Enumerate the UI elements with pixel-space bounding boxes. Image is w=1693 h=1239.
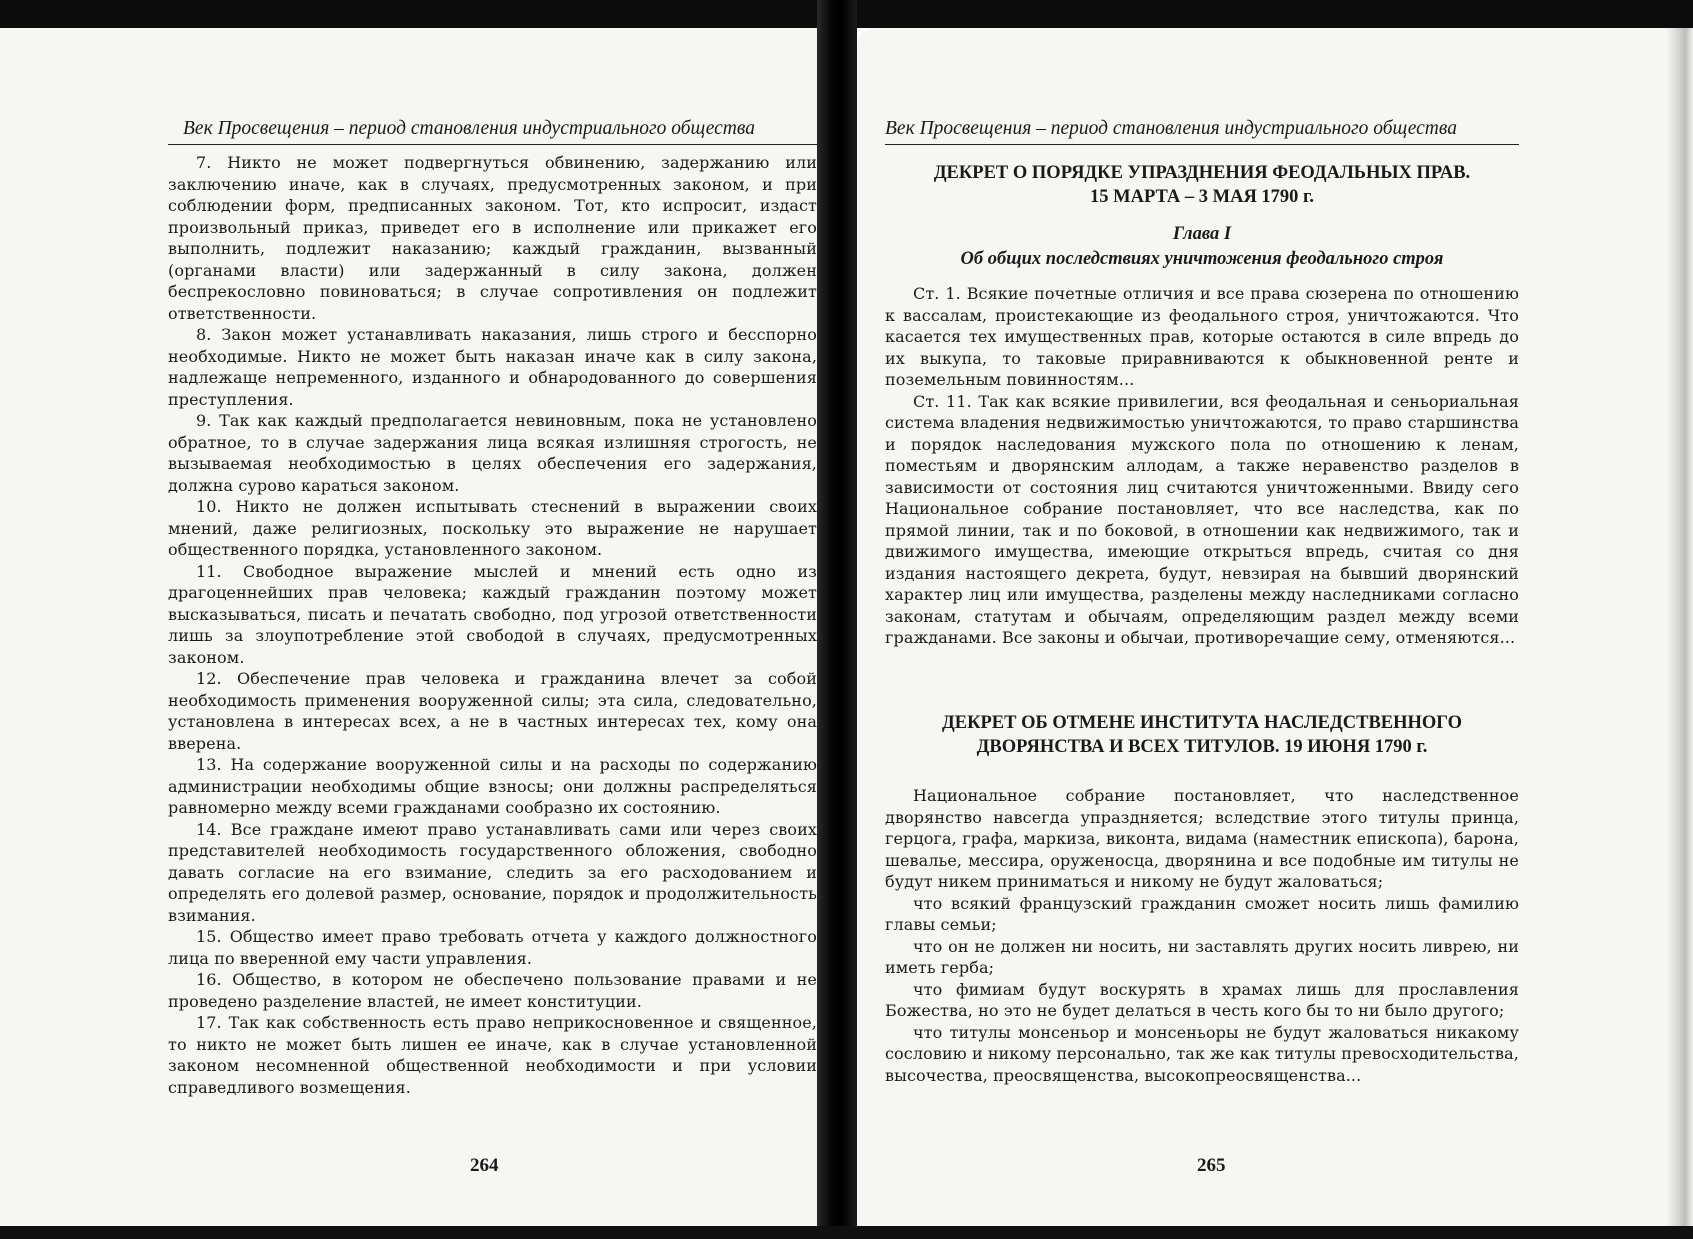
article-16: 16. Общество, в котором не обеспечено пользование правами и не проведено разделение властей, не имеет конституции. xyxy=(168,970,817,1011)
running-head: Век Просвещения – период становления индустриального общества xyxy=(183,118,755,139)
decree-2-paragraph: Национальное собрание постановляет, что наследственное дворянство навсегда упраздняется; вследствие этого титулы принца, герцога, графа, маркиза, виконта, видама (наместник епископа), барона, шевалье, мессира, оруженосца, дворянина и все подобные им титулы не будут никем приниматься и никому не будут жаловаться; xyxy=(885,786,1519,891)
running-head: Век Просвещения – период становления индустриального общества xyxy=(885,118,1457,139)
page-edge-shadow xyxy=(1667,28,1693,1226)
decree-2-paragraph: что всякий французский гражданин сможет носить лишь фамилию главы семьи; xyxy=(885,893,1519,934)
decree-2-text xyxy=(885,785,1519,1086)
decree-1-text xyxy=(885,283,1519,649)
article-1: Ст. 1. Всякие почетные отличия и все права сюзерена по отношению к вассалам, проистекающие из феодального строя, уничтожаются. Что касается тех имущественных прав, которые остаются в силе впредь до их выкупа, то таковые приравниваются к обыкновенной ренте и поземельным повинностям... xyxy=(885,284,1519,389)
decree-2-paragraph: что он не должен ни носить, ни заставлять других носить ливрею, ни иметь герба; xyxy=(885,936,1519,977)
page-number: 264 xyxy=(470,1155,499,1176)
chapter-subtitle: Об общих последствиях уничтожения феодального строя xyxy=(960,249,1444,269)
book-spine-shadow xyxy=(817,0,857,1239)
left-page xyxy=(0,28,817,1226)
scan-bottom-border xyxy=(0,1226,1693,1239)
articles-text xyxy=(168,152,817,1098)
article-12: 12. Обеспечение прав человека и гражданина влечет за собой необходимость применения вооруженной силы; эта сила, следовательно, установлена в интересах всех, а не в частных интересах тех, кому она вверена. xyxy=(168,669,817,753)
article-11: 11. Свободное выражение мыслей и мнений есть одно из драгоценнейших прав человека; каждый гражданин поэтому может высказываться, писать и печатать свободно, под угрозой ответственности лишь за злоупотребление этой свободой в случаях, предусмотренных законом. xyxy=(168,561,817,667)
article-8: 8. Закон может устанавливать наказания, лишь строго и бесспорно необходимые. Никто не может быть наказан иначе как в силу закона, надлежаще непременного, изданного и обнародованного до совершения преступления. xyxy=(168,325,817,409)
article-7: 7. Никто не может подвергнуться обвинению, задержанию или заключению иначе, как в случаях, предусмотренных законом, и при соблюдении форм, предписанных законом. Тот, кто испросит, издаст произвольный приказ, приведет его в исполнение или прикажет его выполнить, подлежит наказанию; каждый гражданин, вызванный (органами власти) или задержанный в силу закона, должен беспрекословно повиноваться; в случае сопротивления он подлежит ответственности. xyxy=(168,153,817,323)
decree-2-paragraph: что титулы монсеньор и монсеньоры не будут жаловаться никакому сословию и никому персонально, так же как титулы превосходительства, высочества, преосвященства, высокопреосвященства... xyxy=(885,1022,1519,1085)
article-9: 9. Так как каждый предполагается невиновным, пока не установлено обратное, то в случае задержания лица всякая излишняя строгость, не вызываемая необходимостью в целях обеспечения его задержания, должна сурово караться законом. xyxy=(168,411,817,495)
article-17: 17. Так как собственность есть право неприкосновенное и священное, то никто не может быть лишен ее иначе, как в случае установленной законом несомненной общественной необходимости и при условии справедливого возмещения. xyxy=(168,1013,817,1097)
decree-2-title: ДЕКРЕТ ОБ ОТМЕНЕ ИНСТИТУТА НАСЛЕДСТВЕННОГО ДВОРЯНСТВА И ВСЕХ ТИТУЛОВ. 19 ИЮНЯ 1790 г. xyxy=(942,713,1462,757)
decree-1-title: ДЕКРЕТ О ПОРЯДКЕ УПРАЗДНЕНИЯ ФЕОДАЛЬНЫХ ПРАВ. 15 МАРТА – 3 МАЯ 1790 г. xyxy=(933,163,1471,207)
header-rule xyxy=(168,144,817,145)
decree-2-paragraph: что фимиам будут воскурять в храмах лишь для прославления Божества, но это не будет делаться в честь кого бы то ни было другого; xyxy=(885,979,1519,1020)
article-15: 15. Общество имеет право требовать отчета у каждого должностного лица по вверенной ему части управления. xyxy=(168,927,817,968)
chapter-heading: Глава I xyxy=(1172,224,1232,244)
right-page xyxy=(857,28,1693,1226)
header-rule xyxy=(885,144,1519,145)
article-14: 14. Все граждане имеют право устанавливать сами или через своих представителей необходимость государственного обложения, свободно давать согласие на его взимание, следить за его расходованием и определять его долевой размер, основание, порядок и продолжительность взимания. xyxy=(168,819,817,925)
page-number: 265 xyxy=(1197,1155,1226,1176)
article-11: Ст. 11. Так как всякие привилегии, вся феодальная и сеньориальная система владения недвижимостью уничтожаются, то право старшинства и порядок наследования мужского пола по отношению к ленам, поместьям и дворянским аллодам, а также неравенство разделов в зависимости от состояния лиц считаются уничтоженными. Ввиду сего Национальное собрание постановляет, что все наследства, как по прямой линии, так и по боковой, в отношении как недвижимого, так и движимого имущества, имеющие открыться впредь, считая со дня издания настоящего декрета, будут, невзирая на бывший дворянский характер лиц или имущества, разделены между наследниками согласно законам, статутам и обычаям, определяющим раздел между всеми гражданами. Все законы и обычаи, противоречащие сему, отменяются... xyxy=(885,391,1519,647)
article-10: 10. Никто не должен испытывать стеснений в выражении своих мнений, даже религиозных, поскольку это выражение не нарушает общественного порядка, установленного законом. xyxy=(168,497,817,559)
article-13: 13. На содержание вооруженной силы и на расходы по содержанию администрации необходимы общие взносы; они должны распределяться равномерно между всеми гражданами сообразно их состоянию. xyxy=(168,755,817,817)
